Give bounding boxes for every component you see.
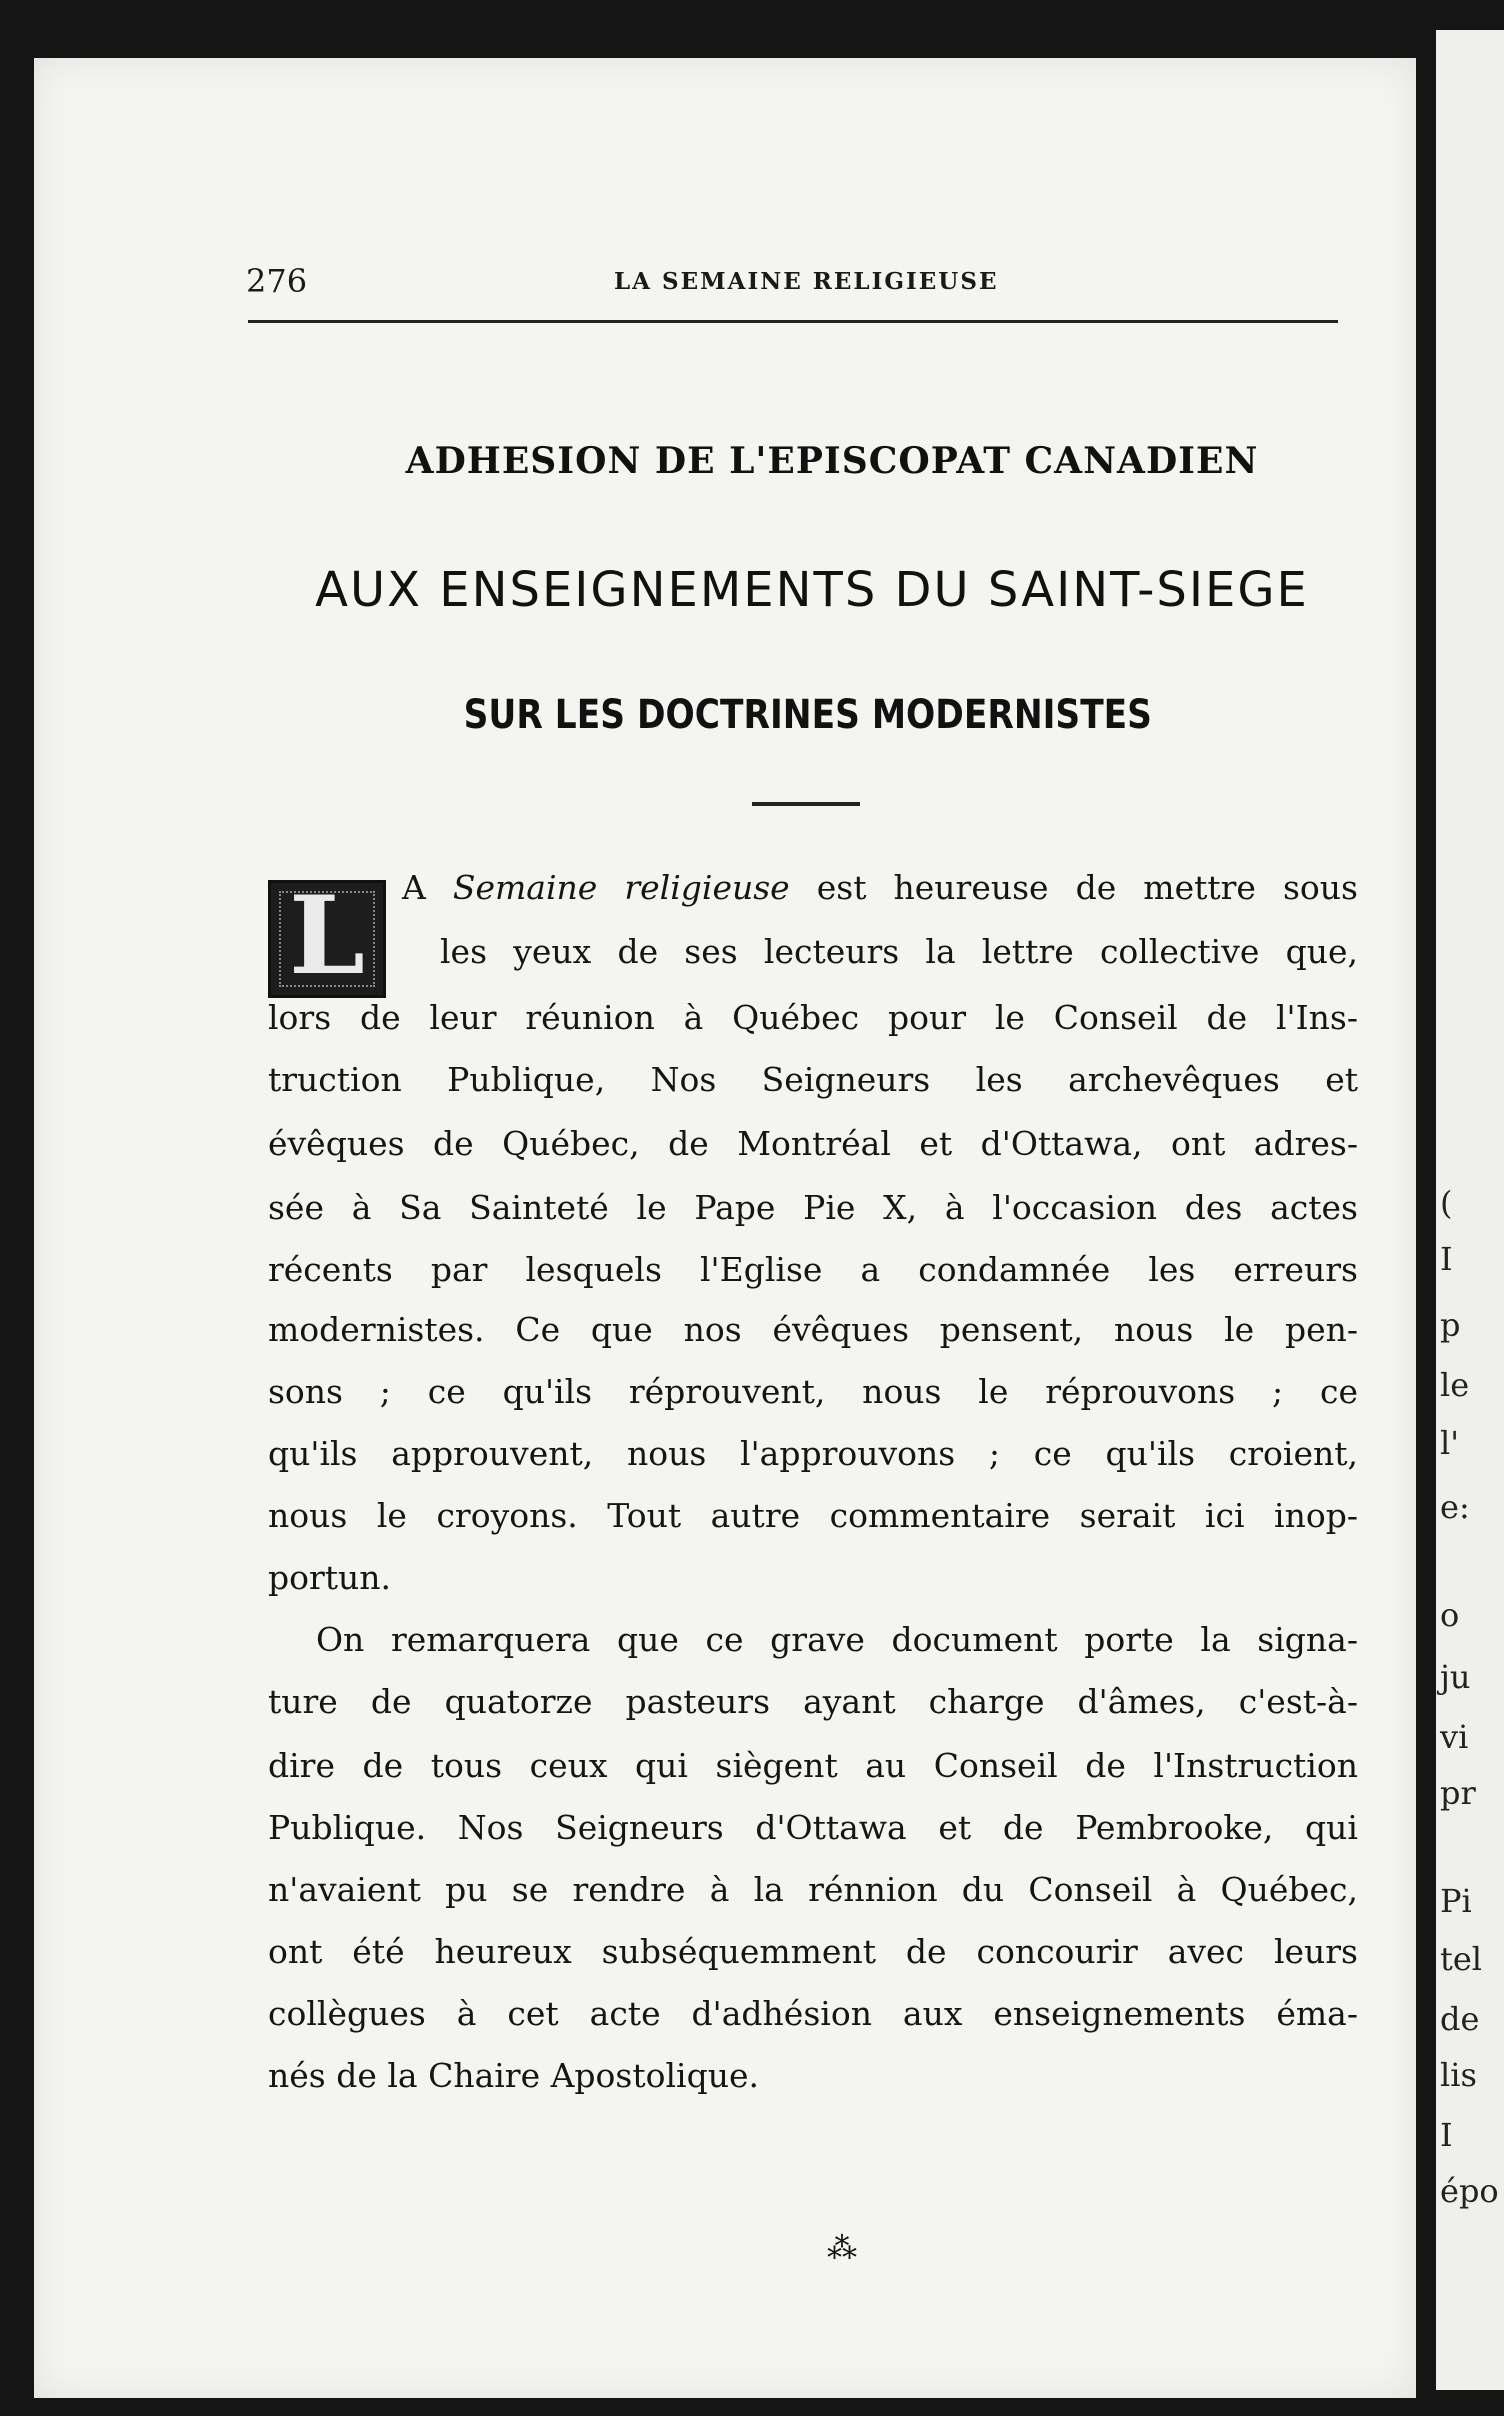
- paragraph-2-line: n'avaient pu se rendre à la rénnion du Conseil à Québec,: [268, 1870, 1358, 1909]
- paragraph-2-line: collègues à cet acte d'adhésion aux enseignements éma-: [268, 1994, 1358, 2033]
- facing-page-fragment: ju: [1440, 1658, 1471, 1696]
- paragraph-1-line: portun.: [268, 1558, 392, 1597]
- paragraph-2-line: ont été heureux subséquemment de concourir avec leurs: [268, 1932, 1358, 1971]
- paragraph-1-line: évêques de Québec, de Montréal et d'Ottawa, ont adres-: [268, 1124, 1358, 1163]
- facing-page-fragment: pr: [1440, 1774, 1476, 1812]
- paragraph-1-line: nous le croyons. Tout autre commentaire serait ici inop-: [268, 1496, 1358, 1535]
- article-title-line-2: AUX ENSEIGNEMENTS DU SAINT-SIEGE: [315, 562, 1309, 618]
- paragraph-1-line: sons ; ce qu'ils réprouvent, nous le réprouvons ; ce: [268, 1372, 1358, 1411]
- paragraph-1-line: récents par lesquels l'Eglise a condamnée les erreurs: [268, 1250, 1358, 1289]
- paragraph-2-line: On remarquera que ce grave document porte la signa-: [316, 1620, 1358, 1659]
- facing-page-fragment: vi: [1440, 1718, 1469, 1756]
- facing-page-fragment: le: [1440, 1366, 1470, 1404]
- paragraph-1-line: les yeux de ses lecteurs la lettre collective que,: [440, 932, 1358, 971]
- facing-page-fragment: I: [1440, 1240, 1453, 1278]
- facing-page-edge: [1436, 30, 1504, 2390]
- paragraph-1-line: lors de leur réunion à Québec pour le Conseil de l'Ins-: [268, 998, 1358, 1037]
- running-title: LA SEMAINE RELIGIEUSE: [614, 268, 999, 295]
- title-rule: [752, 802, 860, 806]
- paragraph-1-line: qu'ils approuvent, nous l'approuvons ; ce qu'ils croient,: [268, 1434, 1358, 1473]
- facing-page-fragment: o: [1440, 1596, 1460, 1634]
- facing-page-fragment: lis: [1440, 2056, 1477, 2094]
- paragraph-1-prefix: A: [402, 868, 453, 907]
- facing-page-fragment: Pi: [1440, 1882, 1472, 1920]
- paragraph-2-line: ture de quatorze pasteurs ayant charge d'âmes, c'est-à-: [268, 1682, 1358, 1721]
- facing-page-fragment: p: [1440, 1306, 1461, 1344]
- paragraph-1-line: sée à Sa Sainteté le Pape Pie X, à l'occasion des actes: [268, 1188, 1358, 1227]
- facing-page-fragment: l': [1440, 1424, 1460, 1462]
- publication-name: Semaine religieuse: [452, 868, 790, 907]
- running-head: [246, 262, 1338, 310]
- facing-page-fragment: e:: [1440, 1488, 1470, 1526]
- facing-page-fragment: (: [1440, 1184, 1453, 1222]
- paragraph-1-line: truction Publique, Nos Seigneurs les archevêques et: [268, 1060, 1358, 1099]
- article-title-line-1: ADHESION DE L'EPISCOPAT CANADIEN: [405, 440, 1259, 482]
- page-number: 276: [246, 262, 308, 300]
- paragraph-1-suffix: est heureuse de mettre sous: [789, 868, 1358, 907]
- paragraph-1-line: modernistes. Ce que nos évêques pensent, nous le pen-: [268, 1310, 1358, 1349]
- paragraph-2-line: nés de la Chaire Apostolique.: [268, 2056, 759, 2095]
- header-rule: [248, 320, 1338, 323]
- paragraph-1-line: [402, 868, 1358, 908]
- facing-page-fragment: de: [1440, 2000, 1480, 2038]
- article-title-line-3: SUR LES DOCTRINES MODERNISTES: [463, 692, 1152, 738]
- book-page: [34, 58, 1416, 2398]
- paragraph-2-line: dire de tous ceux qui siègent au Conseil de l'Instruction: [268, 1746, 1358, 1785]
- asterism-separator: ⁂: [827, 2231, 857, 2266]
- facing-page-fragment: tel: [1440, 1940, 1483, 1978]
- facing-page-fragment: épo: [1440, 2172, 1499, 2210]
- drop-cap-letter: L: [289, 873, 365, 999]
- facing-page-fragment: I: [1440, 2116, 1453, 2154]
- paragraph-2-line: Publique. Nos Seigneurs d'Ottawa et de Pembrooke, qui: [268, 1808, 1358, 1847]
- ornamental-drop-cap: [268, 873, 386, 999]
